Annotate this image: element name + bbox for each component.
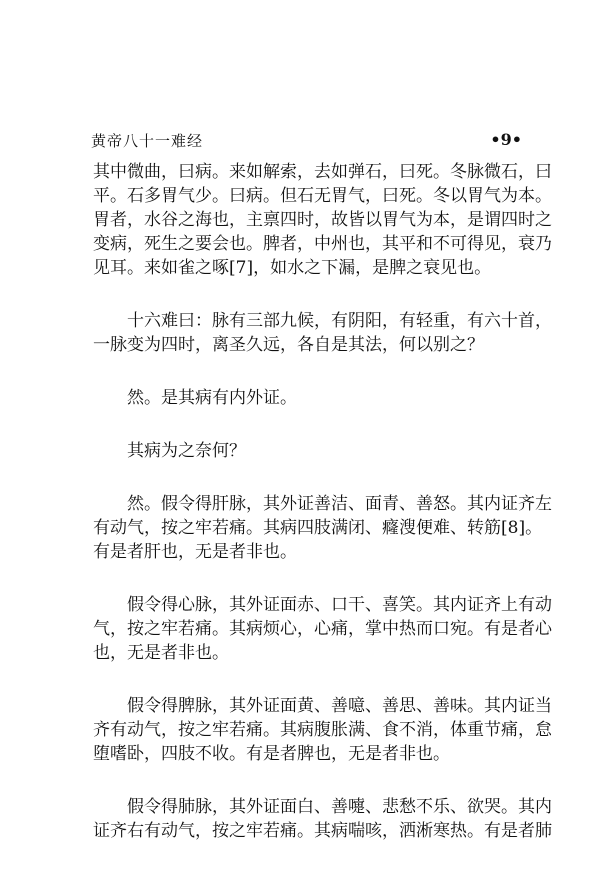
text-line: 其中微曲，曰病。来如解索，去如弹石，曰死。冬脉微石，曰 [93,162,552,182]
paragraph-lung-pulse [93,795,552,843]
body-text [93,160,552,872]
paragraph-winter-pulse [93,160,552,280]
text-line: 有是者肝也，无是者非也。 [93,542,297,562]
text-line: 见耳。来如雀之啄[7]，如水之下漏，是脾之衰见也。 [93,258,492,278]
paragraph-liver-pulse [93,492,552,564]
paragraph-spleen-pulse [93,694,552,766]
text-line: 一脉变为四时，离圣久远，各自是其法，何以别之？ [93,335,484,355]
paragraph-sixteenth-difficulty [93,309,552,357]
paragraph-question [93,439,523,463]
page-number: •9• [490,130,522,149]
text-line: 然。是其病有内外证。 [93,388,297,408]
text-line: 有动气，按之牢若痛。其病四肢满闭、癃溲便难、转筋[8]。 [93,518,543,538]
text-line: 平。石多胃气少。曰病。但石无胃气，曰死。冬以胃气为本。 [93,186,552,206]
text-line: 其病为之奈何？ [93,441,246,461]
text-line: 也，无是者非也。 [93,643,229,663]
text-line: 胃者，水谷之海也，主禀四时，故皆以胃气为本，是谓四时之 [93,210,552,230]
text-line: 假令得脾脉，其外证面黄、善噫、善思、善味。其内证当 [93,696,552,716]
page-header [0,0,616,160]
text-line: 十六难曰：脉有三部九候，有阴阳，有轻重，有六十首， [93,311,552,331]
paragraph-answer [93,386,523,410]
book-title: 黄帝八十一难经 [91,132,204,150]
text-line: 气，按之牢若痛。其病烦心，心痛，掌中热而口宛。有是者心 [93,619,552,639]
paragraph-heart-pulse [93,593,552,665]
text-line: 齐有动气，按之牢若痛。其病腹胀满、食不消，体重节痛，怠 [93,720,552,740]
text-line: 假令得心脉，其外证面赤、口干、喜笑。其内证齐上有动 [93,595,552,615]
text-line: 假令得肺脉，其外证面白、善嚏、悲愁不乐、欲哭。其内 [93,797,552,817]
text-line: 变病，死生之要会也。脾者，中州也，其平和不可得见，衰乃 [93,234,552,254]
text-line: 证齐右有动气，按之牢若痛。其病喘咳，洒淅寒热。有是者肺 [93,821,552,841]
text-line: 然。假令得肝脉，其外证善洁、面青、善怒。其内证齐左 [93,494,552,514]
text-line: 堕嗜卧，四肢不收。有是者脾也，无是者非也。 [93,744,450,764]
